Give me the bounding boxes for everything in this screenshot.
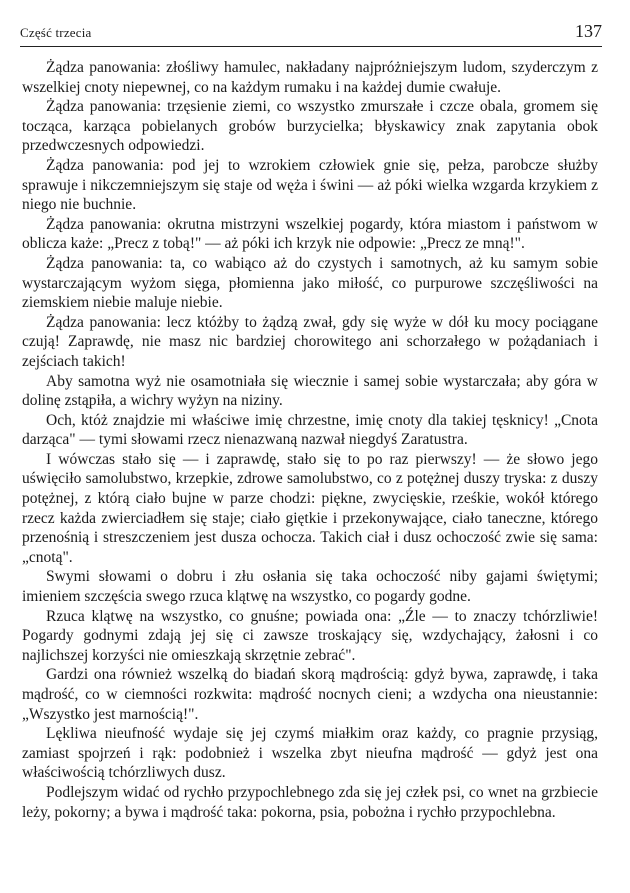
paragraph: Żądza panowania: okrutna mistrzyni wszelkiej pogardy, która miastom i państwom w oblicza każe: „Precz z tobą!" — aż póki ich krzyk nie odpowie: „Precz ze mną!". bbox=[22, 215, 598, 253]
paragraph: Gardzi ona również wszelką do biadań skorą mądrością: gdyż bywa, zaprawdę, i taka mądrość, co w ciemności rozkwita: mądrość nocnych cieni; a wzdycha ona nieustannie: „Wszystko jest marnością!". bbox=[22, 666, 598, 723]
page-number: 137 bbox=[575, 21, 602, 41]
paragraph: Żądza panowania: lecz któżby to żądzą zwał, gdy się wyże w dół ku mocy pociągane czują! Zaprawdę, nie masz nic bardziej chorowitego ani schorzałego w pożądaniach i zejściach takich! bbox=[22, 313, 598, 370]
paragraph: Rzuca klątwę na wszystko, co gnuśne; powiada ona: „Źle — to znaczy tchórzliwie! Pogardy godnymi zdają jej się ci zawsze troskający się, wzdychający, żałosni i co najlichszej korzyści nie omieszkają skrzętnie zebrać". bbox=[22, 607, 598, 664]
paragraph: Swymi słowami o dobru i złu osłania się taka ochoczość niby gajami świętymi; imieniem szczęścia swego rzuca klątwę na wszystko, co pogardy godne. bbox=[22, 568, 598, 606]
paragraph: Żądza panowania: złośliwy hamulec, nakładany najpróżniejszym ludom, szyderczym z wszelkiej cnoty niepewnej, co na każdym rumaku i na każdej dumie cwałuje. bbox=[22, 59, 598, 96]
running-header bbox=[20, 21, 602, 47]
paragraph: Żądza panowania: trzęsienie ziemi, co wszystko zmurszałe i czcze obala, gromem się tocząca, karząca pobielanych grobów burzycielka; błyskawicy znak zapytania obok przedwczesnych odpowiedzi. bbox=[22, 98, 598, 155]
paragraph: Żądza panowania: pod jej to wzrokiem człowiek gnie się, pełza, parobcze służby sprawuje i nikczemniejszym się staje od węża i świni — aż póki wielka wzgarda krzykiem z niego nie buchnie. bbox=[22, 156, 598, 214]
paragraph: Lękliwa nieufność wydaje się jej czymś miałkim oraz każdy, co pragnie przysiąg, zamiast spojrzeń i rąk: podobnież i wszelka zbyt nieufna mądrość — gdyż jest ona właściwością tchórzliwych dusz. bbox=[22, 725, 598, 782]
body-text bbox=[22, 58, 598, 822]
paragraph: Żądza panowania: ta, co wabiąco aż do czystych i samotnych, aż ku samym sobie wystarczającym wyżom sięga, płomienna jako miłość, co purpurowe szczęśliwości na ziemskiem niebie maluje niebie. bbox=[22, 254, 598, 312]
paragraph: Podlejszym widać od rychło przypochlebnego zda się jej człek psi, co wnet na grzbiecie leży, pokorny; a bywa i mądrość taka: pokorna, psia, pobożna i rychło przypochlebna. bbox=[22, 783, 598, 821]
paragraph: Och, któż znajdzie mi właściwe imię chrzestne, imię cnoty dla takiej tęsknicy! „Cnota darząca" — tymi słowami rzecz nienazwaną nazwał niegdyś Zaratustra. bbox=[22, 411, 598, 449]
paragraph: Aby samotna wyż nie osamotniała się wiecznie i samej sobie wystarczała; aby góra w dolinę zstąpiła, a wichry wyżyn na niziny. bbox=[22, 372, 598, 410]
paragraph: I wówczas stało się — i zaprawdę, stało się to po raz pierwszy! — że słowo jego uświęciło samolubstwo, krzepkie, zdrowe samolubstwo, co z potężnej duszy tryska: z duszy potężnej, z którą ciało bujne w parze chodzi: piękne, zwycięskie, rześkie, wokół którego rzecz każda zwierciadłem się staje; ciało giętkie i przekonywające, ciało taneczne, którego przenośnią i streszczeniem jest dusza ochocza. Takich ciał i dusz ochoczość zwie się sama: „cnotą". bbox=[22, 450, 598, 566]
running-title: Część trzecia bbox=[20, 25, 92, 40]
